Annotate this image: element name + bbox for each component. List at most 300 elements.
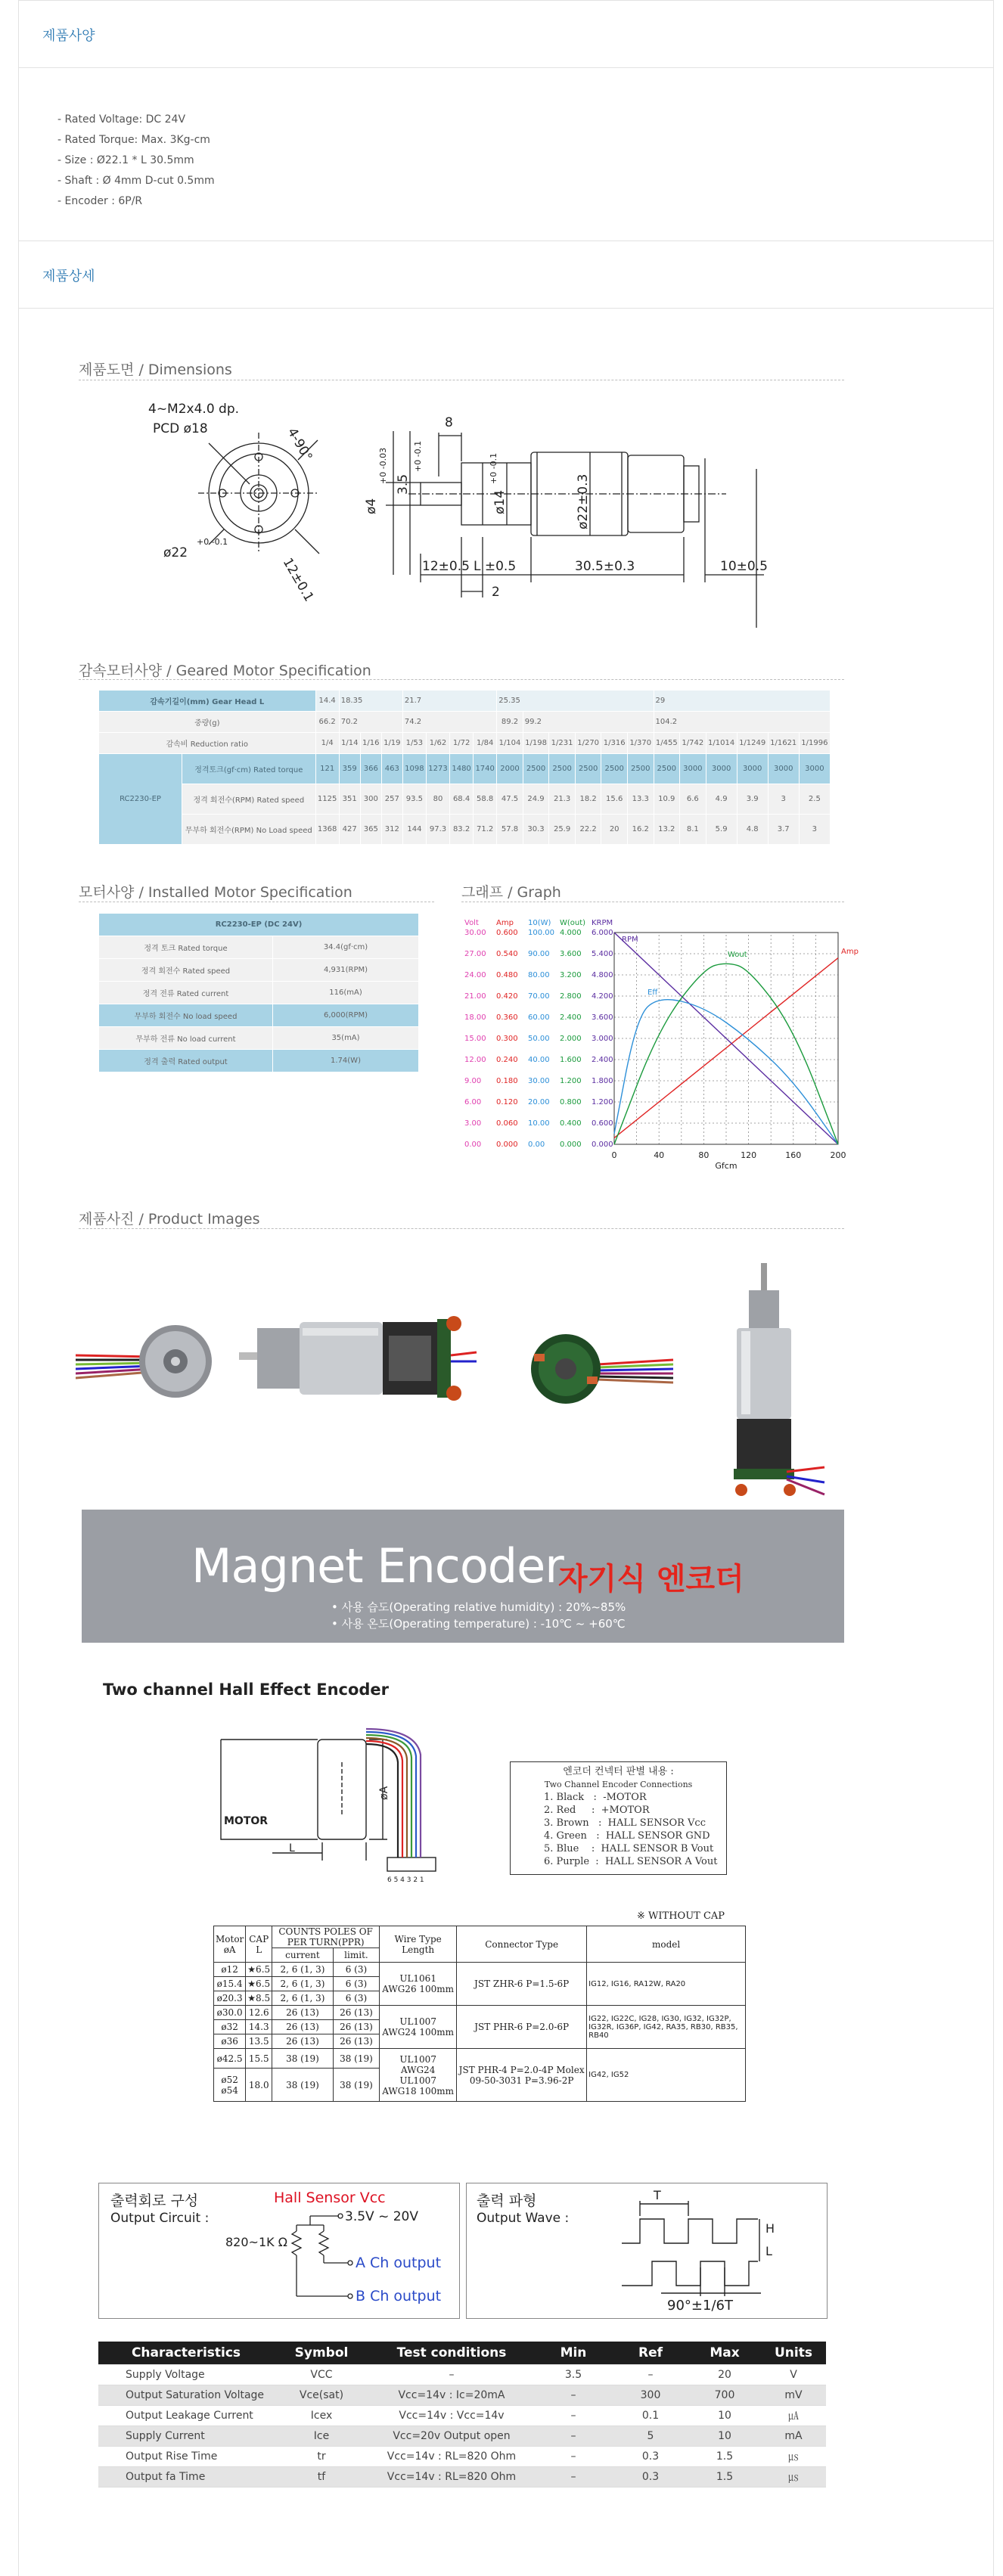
ch-cell: tr: [274, 2446, 369, 2466]
characteristics-table: [98, 2342, 826, 2488]
product-photo-encoder-back: [76, 1325, 212, 1398]
ch-cell: VCC: [274, 2364, 369, 2385]
gm-rspeed-cell: 80: [426, 784, 449, 815]
mt-wire: UL1061 AWG26 100mm: [380, 1963, 457, 2006]
wave-phase-label: 90°±1/6T: [667, 2298, 733, 2314]
dim-shaft4-label: ø4: [364, 498, 379, 514]
mt-cell: ★8.5: [246, 1991, 272, 2006]
conn-item: 4. Green : HALL SENSOR GND: [544, 1830, 710, 1842]
ch-cell: Vcc=14v : Ic=20mA: [369, 2385, 534, 2405]
im-label: 정격 토크 Rated torque: [99, 936, 273, 959]
gm-cell: 29: [654, 691, 831, 712]
ch-cell: 10: [688, 2425, 761, 2446]
gm-rspeed-cell: 24.9: [523, 784, 549, 815]
banner-title-ko: 자기식 엔코더: [558, 1562, 744, 1597]
ch-cell: Output Rise Time: [98, 2446, 274, 2466]
gm-ratio-cell: 1/231: [549, 733, 576, 754]
dim-l-label: L: [289, 1842, 295, 1854]
mt-cell: 38 (19): [333, 2069, 379, 2102]
spec-item: - Size : Ø22.1 * L 30.5mm: [57, 154, 194, 166]
gm-rspeed-cell: 10.9: [654, 784, 680, 815]
im-title: RC2230-EP (DC 24V): [99, 914, 419, 936]
dim-dia22-label: ø22: [163, 545, 188, 560]
gm-rspeed-cell: 93.5: [402, 784, 426, 815]
mt-cell: 26 (13): [272, 2006, 334, 2020]
dim-pcd-label: PCD ø18: [153, 421, 208, 436]
gm-torque-cell: 3000: [768, 754, 799, 784]
im-label: 무부하 회전수 No load speed: [99, 1004, 273, 1027]
ch-cell: Vcc=14v : Vcc=14v: [369, 2405, 534, 2425]
y-tick-label: 0.000: [496, 1141, 518, 1149]
mt-wire: UL1007 AWG24 UL1007 AWG18 100mm: [380, 2049, 457, 2102]
y-tick-label: 3.600: [560, 950, 582, 958]
gm-nspeed-cell: 97.3: [426, 815, 449, 845]
banner-title-en: Magnet Encoder: [191, 1538, 564, 1594]
dim-35-label: 3.5: [396, 473, 411, 495]
ch-cell: –: [534, 2466, 613, 2487]
x-axis-label: Gfcm: [715, 1161, 738, 1171]
gm-cell: 14.4: [315, 691, 339, 712]
ch-head: Ref: [613, 2342, 688, 2364]
im-label: 정격 회전수 Rated speed: [99, 959, 273, 982]
ch-head: Test conditions: [369, 2342, 534, 2364]
divider: [79, 1228, 844, 1229]
wave-title-en: Output Wave :: [477, 2211, 570, 2226]
gm-rspeed-cell: 13.3: [627, 784, 654, 815]
ch-cell: –: [534, 2425, 613, 2446]
mt-cell: 2, 6 (1, 3): [272, 1991, 334, 2006]
ch-cell: Icex: [274, 2405, 369, 2425]
mt-cell: 26 (13): [272, 2034, 334, 2049]
mt-head-cap: CAP L: [246, 1926, 272, 1963]
circuit-voltage-label: 3.5V ~ 20V: [345, 2209, 418, 2224]
graph-title: 그래프 / Graph: [461, 884, 561, 901]
mt-cell: ø32: [214, 2020, 246, 2034]
axis-name: KRPM: [592, 919, 613, 927]
gm-torque-cell: 1740: [474, 754, 497, 784]
conn-item: 3. Brown : HALL SENSOR Vcc: [544, 1817, 706, 1829]
gm-ratio-cell: 1/4: [315, 733, 339, 754]
ch-cell: 0.3: [613, 2446, 688, 2466]
gm-rspeed-cell: 2.5: [799, 784, 830, 815]
y-tick-label: 0.360: [496, 1013, 518, 1022]
im-value: 1.74(W): [273, 1050, 419, 1072]
dim-tol22-label: +0 -0.1: [197, 537, 228, 547]
mt-cell: ø30.0: [214, 2006, 246, 2020]
y-tick-label: 6.000: [592, 929, 613, 937]
ch-cell: 5: [613, 2425, 688, 2446]
mt-cell: ø15.4: [214, 1977, 246, 1991]
gm-nspeed-cell: 25.9: [549, 815, 576, 845]
images-title: 제품사진 / Product Images: [79, 1211, 260, 1227]
ch-cell: 700: [688, 2385, 761, 2405]
detail-section-header: [18, 241, 994, 309]
y-tick-label: 20.00: [528, 1098, 550, 1106]
conn-subheading: Two Channel Encoder Connections: [544, 1780, 693, 1789]
ch-cell: Output fa Time: [98, 2466, 274, 2487]
gm-torque-cell: 1273: [426, 754, 449, 784]
series-label-eff: Eff: [647, 989, 658, 997]
dimensions-title: 제품도면 / Dimensions: [79, 362, 232, 378]
y-tick-label: 0.060: [496, 1119, 518, 1128]
mt-cell: 26 (13): [333, 2006, 379, 2020]
mt-wire: UL1007 AWG24 100mm: [380, 2006, 457, 2049]
mt-cell: 38 (19): [272, 2069, 334, 2102]
im-label: 무부하 전류 No load current: [99, 1027, 273, 1050]
x-tick-label: 0: [611, 1150, 617, 1160]
y-tick-label: 30.00: [464, 929, 486, 937]
y-tick-label: 0.000: [560, 1141, 582, 1149]
y-tick-label: 70.00: [528, 992, 550, 1001]
gm-rspeed-cell: 4.9: [706, 784, 737, 815]
gm-ratio-cell: 1/1249: [737, 733, 768, 754]
gm-nspeed-cell: 20: [601, 815, 628, 845]
gm-nspeed-cell: 365: [360, 815, 381, 845]
ch-cell: 3.5: [534, 2364, 613, 2385]
axis-name: Volt: [464, 919, 479, 927]
gm-rspeed-cell: 18.2: [575, 784, 601, 815]
mt-head-model: model: [587, 1926, 746, 1963]
mt-head-conn: Connector Type: [457, 1926, 587, 1963]
gm-ratio-cell: 1/104: [497, 733, 523, 754]
gm-nspeed-cell: 83.2: [450, 815, 474, 845]
y-tick-label: 1.800: [592, 1077, 613, 1085]
wave-high-label: H: [765, 2221, 775, 2236]
ch-cell: ㎂: [761, 2405, 826, 2425]
gm-rspeed-cell: 1125: [315, 784, 339, 815]
gm-torque-cell: 2500: [575, 754, 601, 784]
y-tick-label: 0.800: [560, 1098, 582, 1106]
y-tick-label: 100.00: [528, 929, 554, 937]
series-label-wout: Wout: [728, 951, 747, 959]
ch-cell: mV: [761, 2385, 826, 2405]
gm-ratio-cell: 1/62: [426, 733, 449, 754]
gm-length-label: 감속기길이(mm) Gear Head L: [99, 691, 316, 712]
y-tick-label: 1.600: [560, 1056, 582, 1064]
y-tick-label: 2.400: [592, 1056, 613, 1064]
ch-cell: V: [761, 2364, 826, 2385]
product-images: [76, 1263, 855, 1505]
spec-item: - Rated Torque: Max. 3Kg-cm: [57, 134, 210, 146]
wave-period-label: T: [654, 2188, 661, 2202]
installed-title: 모터사양 / Installed Motor Specification: [79, 884, 352, 901]
mt-cell: 26 (13): [272, 2020, 334, 2034]
y-tick-label: 10.00: [528, 1119, 550, 1128]
y-tick-label: 0.540: [496, 950, 518, 958]
mt-cell: ø42.5: [214, 2049, 246, 2069]
conn-item: 2. Red : +MOTOR: [544, 1805, 650, 1816]
mt-cell: 2, 6 (1, 3): [272, 1963, 334, 1977]
mt-cell: 12.6: [246, 2006, 272, 2020]
dim-a-label: øA: [378, 1786, 390, 1800]
gm-nspeed-cell: 3.7: [768, 815, 799, 845]
mt-cell: ø12: [214, 1963, 246, 1977]
gm-torque-cell: 3000: [680, 754, 706, 784]
mt-cell: 6 (3): [333, 1977, 379, 1991]
ch-cell: –: [534, 2446, 613, 2466]
mt-conn: JST ZHR-6 P=1.5-6P: [457, 1963, 587, 2006]
gm-nspeed-cell: 57.8: [497, 815, 523, 845]
im-label: 정격 출력 Rated output: [99, 1050, 273, 1072]
mt-conn: JST PHR-6 P=2.0-6P: [457, 2006, 587, 2049]
gm-cell: 66.2: [315, 712, 339, 733]
product-photo-encoder-board: [531, 1334, 673, 1404]
ch-cell: Vcc=20v Output open: [369, 2425, 534, 2446]
gm-ratio-cell: 1/1014: [706, 733, 737, 754]
x-tick-label: 200: [830, 1150, 846, 1160]
gm-rspeed-cell: 257: [381, 784, 402, 815]
geared-title: 감속모터사양 / Geared Motor Specification: [79, 663, 371, 679]
gm-torque-cell: 1098: [402, 754, 426, 784]
mt-cell: ø52 ø54: [214, 2069, 246, 2102]
axis-name: W(out): [560, 919, 586, 927]
spec-item: - Encoder : 6P/R: [57, 195, 143, 207]
mt-cell: 38 (19): [333, 2049, 379, 2069]
gm-torque-cell: 366: [360, 754, 381, 784]
series-label-rpm: RPM: [622, 936, 638, 944]
x-tick-label: 160: [785, 1150, 802, 1160]
dim-l-label: L ±0.5: [474, 559, 517, 574]
magnet-encoder-banner: [82, 1510, 844, 1643]
y-tick-label: 2.800: [560, 992, 582, 1001]
gm-ratio-cell: 1/72: [450, 733, 474, 754]
banner-temperature: • 사용 온도(Operating temperature) : -10℃ ~ +60℃: [331, 1617, 626, 1631]
ch-cell: 10: [688, 2405, 761, 2425]
dim-tol35-label: +0 -0.1: [413, 440, 423, 472]
ch-cell: 1.5: [688, 2446, 761, 2466]
spec-section-title: 제품사양: [42, 28, 95, 44]
gm-cell: 25.35: [497, 691, 654, 712]
y-tick-label: 6.00: [464, 1098, 482, 1106]
ch-cell: Vcc=14v : RL=820 Ohm: [369, 2466, 534, 2487]
y-tick-label: 80.00: [528, 971, 550, 979]
gm-nspeed-cell: 427: [339, 815, 360, 845]
y-tick-label: 3.200: [560, 971, 582, 979]
ch-cell: 0.1: [613, 2405, 688, 2425]
gm-weight-label: 중량(g): [99, 712, 316, 733]
ch-head: Min: [534, 2342, 613, 2364]
wave-low-label: L: [765, 2244, 772, 2258]
ch-head: Symbol: [274, 2342, 369, 2364]
gm-ratio-cell: 1/270: [575, 733, 601, 754]
mt-model: IG42, IG52: [587, 2049, 746, 2102]
gm-torque-cell: 2500: [627, 754, 654, 784]
mt-head-current: current: [272, 1948, 334, 1963]
gm-nspeed-cell: 30.3: [523, 815, 549, 845]
mt-conn: JST PHR-4 P=2.0-4P Molex 09-50-3031 P=3.96-2P: [457, 2049, 587, 2102]
dim-30-label: 30.5±0.3: [575, 559, 635, 574]
gm-nspeed-cell: 1368: [315, 815, 339, 845]
gm-rspeed-cell: 351: [339, 784, 360, 815]
gm-rspeed-cell: 300: [360, 784, 381, 815]
gm-torque-cell: 3000: [737, 754, 768, 784]
gm-ratio-cell: 1/16: [360, 733, 381, 754]
gm-rspeed-cell: 58.8: [474, 784, 497, 815]
gm-nspeed-cell: 144: [402, 815, 426, 845]
mt-cell: 38 (19): [272, 2049, 334, 2069]
gm-ratio-cell: 1/84: [474, 733, 497, 754]
gm-ratio-cell: 1/53: [402, 733, 426, 754]
im-value: 34.4(gf·cm): [273, 936, 419, 959]
motor-label: MOTOR: [224, 1815, 269, 1827]
spec-item: - Rated Voltage: DC 24V: [57, 113, 186, 126]
y-tick-label: 0.240: [496, 1056, 518, 1064]
gm-rspeed-cell: 3.9: [737, 784, 768, 815]
gm-torque-cell: 2000: [497, 754, 523, 784]
gm-ratio-cell: 1/14: [339, 733, 360, 754]
dim-10-label: 10±0.5: [720, 559, 768, 574]
gm-nspeed-cell: 71.2: [474, 815, 497, 845]
y-tick-label: 0.420: [496, 992, 518, 1001]
gm-torque-cell: 2500: [601, 754, 628, 784]
gm-torque-cell: 463: [381, 754, 402, 784]
y-tick-label: 0.600: [496, 929, 518, 937]
y-tick-label: 12.00: [464, 1056, 486, 1064]
banner-conditions: [331, 1599, 626, 1632]
y-tick-label: 40.00: [528, 1056, 550, 1064]
gm-nspeed-cell: 22.2: [575, 815, 601, 845]
gm-rspeed-cell: 47.5: [497, 784, 523, 815]
gm-rspeed-cell: 6.6: [680, 784, 706, 815]
geared-spec-table: [98, 690, 831, 845]
product-photo-motor-side: [239, 1316, 477, 1401]
output-circuit-diagram: [98, 2183, 460, 2319]
dim-holes-label: 4~M2x4.0 dp.: [148, 402, 240, 417]
circuit-title-en: Output Circuit :: [110, 2211, 210, 2226]
y-tick-label: 0.120: [496, 1098, 518, 1106]
y-tick-label: 0.180: [496, 1077, 518, 1085]
gm-nspeed-cell: 13.2: [654, 815, 680, 845]
im-label: 정격 전류 Rated current: [99, 982, 273, 1004]
ch-head: Units: [761, 2342, 826, 2364]
y-tick-label: 0.480: [496, 971, 518, 979]
ch-cell: Vce(sat): [274, 2385, 369, 2405]
axis-name: Amp: [496, 919, 514, 927]
y-tick-label: 24.00: [464, 971, 486, 979]
dim-tol14-label: +0 -0.1: [489, 452, 498, 484]
y-tick-label: 9.00: [464, 1077, 482, 1085]
ch-cell: ㎲: [761, 2446, 826, 2466]
performance-graph: [461, 911, 870, 1199]
circuit-resistor-label: 820~1K Ω: [225, 2235, 287, 2249]
mt-head-counts: COUNTS POLES OF PER TURN(PPR): [272, 1926, 380, 1948]
output-wave-diagram: [466, 2183, 828, 2319]
gm-rspeed-cell: 21.3: [549, 784, 576, 815]
gm-ratio-cell: 1/1996: [799, 733, 830, 754]
hall-encoder-title: Two channel Hall Effect Encoder: [103, 1681, 390, 1699]
ch-cell: –: [369, 2364, 534, 2385]
y-tick-label: 18.00: [464, 1013, 486, 1022]
gm-rspeed-cell: 15.6: [601, 784, 628, 815]
circuit-b-output: B Ch output: [356, 2288, 442, 2304]
gm-ratio-cell: 1/742: [680, 733, 706, 754]
ch-cell: 0.3: [613, 2466, 688, 2487]
dim-2-label: 2: [492, 585, 500, 600]
y-tick-label: 2.400: [560, 1013, 582, 1022]
dim-8-label: 8: [445, 415, 453, 430]
im-value: 6,000(RPM): [273, 1004, 419, 1027]
y-tick-label: 3.00: [464, 1119, 482, 1128]
mt-head-wire: Wire Type Length: [380, 1926, 457, 1963]
y-tick-label: 15.00: [464, 1035, 486, 1043]
gm-rspeed-cell: 3: [768, 784, 799, 815]
y-tick-label: 50.00: [528, 1035, 550, 1043]
circuit-a-output: A Ch output: [356, 2255, 442, 2271]
conn-item: 1. Black : -MOTOR: [544, 1792, 647, 1803]
mt-cell: ø20.3: [214, 1991, 246, 2006]
axis-name: 10(W): [528, 919, 551, 927]
pin-numbers: 6 5 4 3 2 1: [387, 1876, 424, 1884]
spec-list: [57, 110, 215, 212]
gm-nspeed-label: 무부하 회전수(RPM) No Load speed: [182, 815, 316, 845]
mt-cell: 13.5: [246, 2034, 272, 2049]
gm-cell: 18.35: [339, 691, 402, 712]
series-label-amp: Amp: [841, 948, 859, 956]
y-tick-label: 1.200: [592, 1098, 613, 1106]
mt-model: IG12, IG16, RA12W, RA20: [587, 1963, 746, 2006]
y-tick-label: 3.000: [592, 1035, 613, 1043]
y-tick-label: 3.600: [592, 1013, 613, 1022]
gm-rspeed-label: 정격 회전수(RPM) Rated speed: [182, 784, 316, 815]
conn-heading: 엔코더 컨넥터 판별 내용 :: [563, 1766, 674, 1777]
circuit-title-ko: 출력회로 구성: [110, 2193, 199, 2209]
gm-model-cell: RC2230-EP: [99, 754, 182, 845]
y-tick-label: 0.00: [464, 1141, 482, 1149]
gm-torque-cell: 3000: [706, 754, 737, 784]
dim-14-label: ø14: [492, 489, 508, 514]
y-tick-label: 4.000: [560, 929, 582, 937]
motor-encoder-table: [213, 1926, 746, 2102]
gm-nspeed-cell: 16.2: [627, 815, 654, 845]
y-tick-label: 0.400: [560, 1119, 582, 1128]
ch-cell: 1.5: [688, 2466, 761, 2487]
detail-section-title: 제품상세: [42, 268, 95, 284]
connector-list-box: [510, 1761, 727, 1875]
mt-cell: 14.3: [246, 2020, 272, 2034]
mt-cell: ★6.5: [246, 1977, 272, 1991]
dimension-drawing: [136, 393, 817, 643]
ch-cell: ㎲: [761, 2466, 826, 2487]
mt-cell: ø36: [214, 2034, 246, 2049]
dim-tol4-label: +0 -0.03: [378, 447, 388, 484]
conn-item: 5. Blue : HALL SENSOR B Vout: [544, 1843, 714, 1854]
gm-nspeed-cell: 4.8: [737, 815, 768, 845]
y-tick-label: 2.000: [560, 1035, 582, 1043]
product-photo-motor-upright: [734, 1263, 824, 1496]
gm-nspeed-cell: 312: [381, 815, 402, 845]
gm-ratio-cell: 1/19: [381, 733, 402, 754]
y-tick-label: 0.300: [496, 1035, 518, 1043]
gm-cell: 70.2: [339, 712, 402, 733]
gm-ratio-cell: 1/370: [627, 733, 654, 754]
gm-torque-cell: 2500: [549, 754, 576, 784]
divider: [79, 679, 844, 680]
ch-head: Characteristics: [98, 2342, 274, 2364]
y-tick-label: 0.00: [528, 1141, 545, 1149]
wave-title-ko: 출력 파형: [477, 2193, 537, 2209]
mt-cell: 18.0: [246, 2069, 272, 2102]
dim-12-label: 12±0.5: [422, 559, 470, 574]
y-tick-label: 0.600: [592, 1119, 613, 1128]
ch-cell: Ice: [274, 2425, 369, 2446]
gm-torque-label: 정격토크(gf·cm) Rated torque: [182, 754, 316, 784]
ch-cell: Output Leakage Current: [98, 2405, 274, 2425]
gm-torque-cell: 121: [315, 754, 339, 784]
ch-cell: Output Saturation Voltage: [98, 2385, 274, 2405]
gm-cell: 89.2: [497, 712, 523, 733]
y-tick-label: 4.800: [592, 971, 613, 979]
ch-cell: –: [613, 2364, 688, 2385]
